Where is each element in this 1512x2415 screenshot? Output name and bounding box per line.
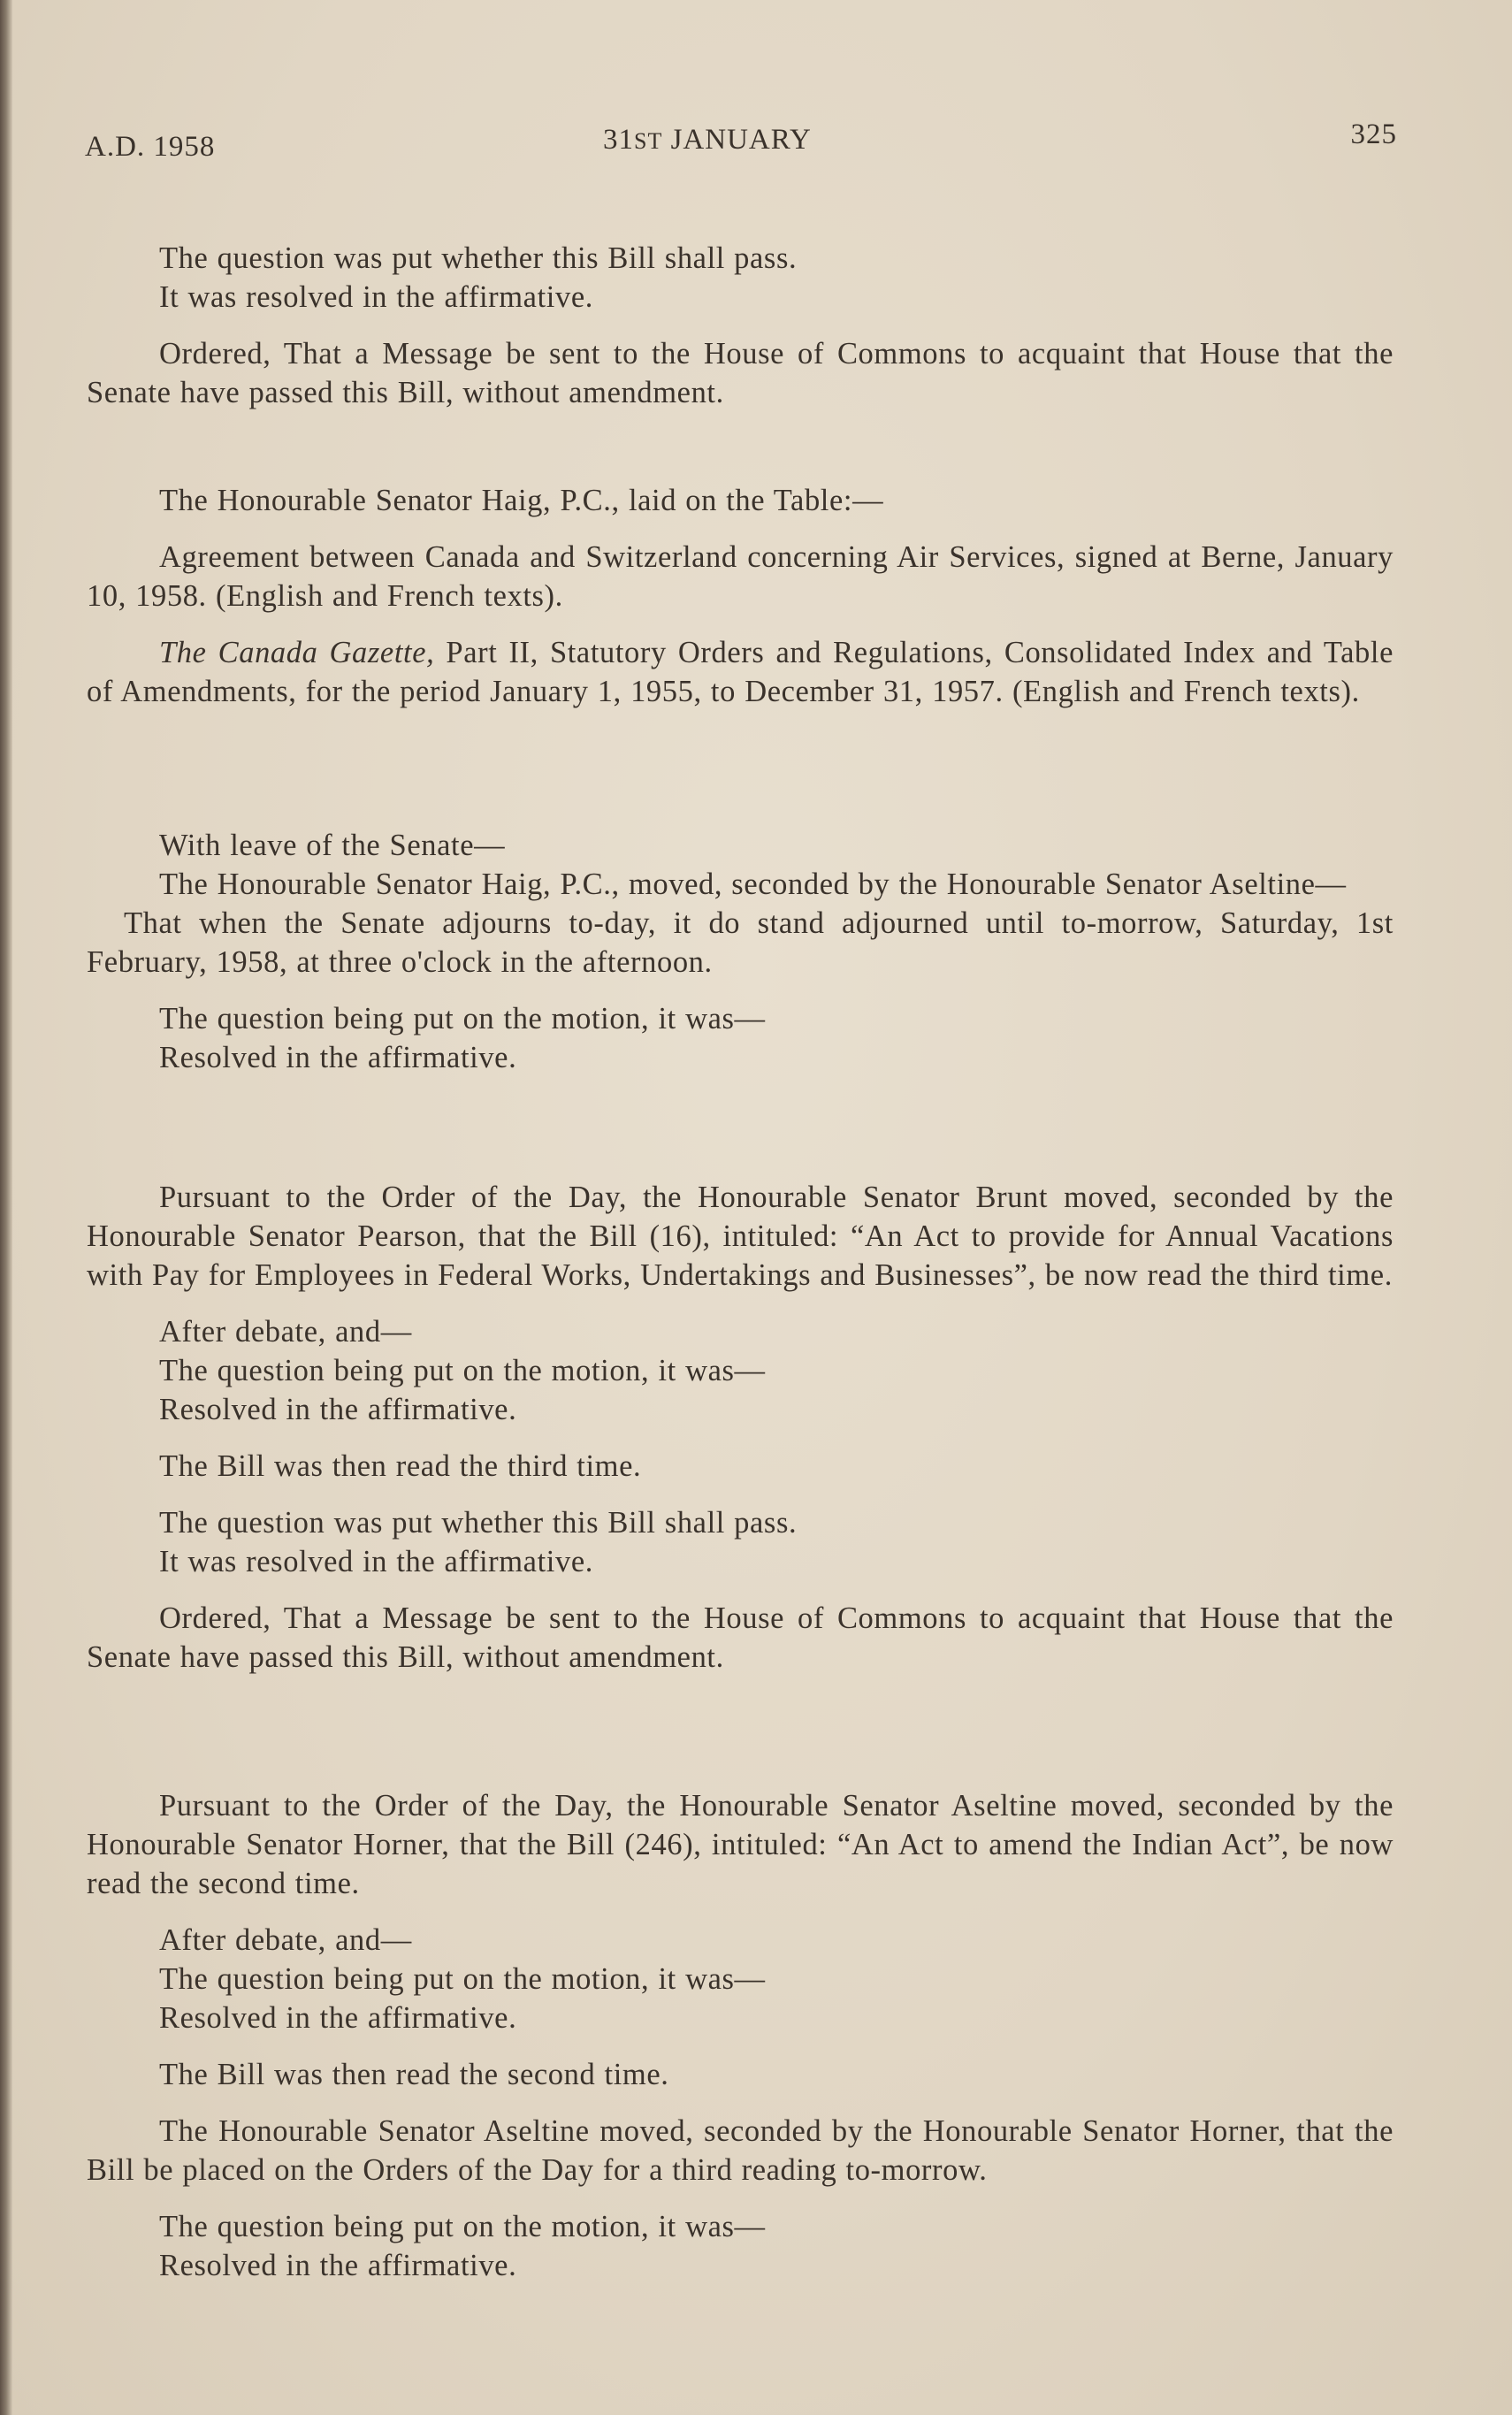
ordered-message-paragraph: Ordered, That a Message be sent to the House of Commons to acquaint that House that the Senate have passed this Bill, without amendment. [87,337,1394,409]
header-date-suffix: ST [634,128,663,154]
question-on-motion-line: The question being put on the motion, it was— [159,1962,766,1996]
running-header [85,118,1397,168]
page-number: 325 [1350,118,1397,150]
header-year: A.D. 1958 [85,131,216,163]
header-date-month: JANUARY [670,124,812,156]
haig-moved-paragraph: The Honourable Senator Haig, P.C., moved, seconded by the Honourable Senator Aseltine— [159,867,1347,901]
bill-16-pursuant-paragraph: Pursuant to the Order of the Day, the Honourable Senator Brunt moved, seconded by the Honourable Senator Pearson, that the Bill (16), intituled: “An Act to provide for Annual Vacations with Pay for Employees in Federal Works, Undertakings and Businesses”, be now read the third time. [87,1181,1394,1292]
resolved-affirmative-line: Resolved in the affirmative. [159,1393,517,1426]
resolved-affirmative-line: Resolved in the affirmative. [159,2001,517,2035]
third-reading-motion-paragraph: The Honourable Senator Aseltine moved, seconded by the Honourable Senator Horner, that the Bill be placed on the Orders of the Day for a third reading to-morrow. [87,2114,1394,2187]
page-binding-edge [0,0,12,2415]
header-date-day: 31 [603,124,634,156]
after-debate-line: After debate, and— [159,1315,412,1349]
laid-on-table-line: The Honourable Senator Haig, P.C., laid on the Table:— [159,484,884,517]
header-date [603,124,812,157]
leave-line: With leave of the Senate— [159,829,506,862]
resolved-affirmative-line: Resolved in the affirmative. [159,2249,517,2282]
adjournment-motion-block [87,826,1394,1077]
ordered-message-paragraph: Ordered, That a Message be sent to the House of Commons to acquaint that House that the Senate have passed this Bill, without amendment. [87,1601,1394,1674]
resolved-affirmative-line: Resolved in the affirmative. [159,1041,517,1074]
agreement-paragraph: Agreement between Canada and Switzerland concerning Air Services, signed at Berne, January 10, 1958. (English and French texts). [87,540,1394,613]
question-on-motion-line: The question being put on the motion, it was— [159,2210,766,2243]
question-on-motion-line: The question being put on the motion, it was— [159,1354,766,1387]
gazette-description: Part II, Statutory Orders and Regulations, Consolidated Index and Table of Amendments, for the period January 1, 1955, to December 31, 1957. (English and French texts). [87,636,1394,708]
bill-passage-block [87,239,1394,412]
gazette-paragraph [87,633,1394,711]
adjournment-motion-text: That when the Senate adjourns to-day, it do stand adjourned until to-morrow, Saturday, 1st February, 1958, at three o'clock in the afternoon. [87,906,1394,979]
bill-246-block [87,1786,1394,2285]
gazette-title: The Canada Gazette, [159,636,435,669]
after-debate-line: After debate, and— [159,1923,412,1957]
question-put-line: The question was put whether this Bill shall pass. [159,1506,798,1540]
third-reading-line: The Bill was then read the third time. [159,1449,642,1483]
second-reading-line: The Bill was then read the second time. [159,2058,669,2091]
question-on-motion-line: The question being put on the motion, it was— [159,1002,766,1036]
resolved-line: It was resolved in the affirmative. [159,1545,593,1578]
tabled-documents-block [87,481,1394,711]
resolved-line: It was resolved in the affirmative. [159,280,593,314]
question-put-line: The question was put whether this Bill shall pass. [159,241,798,275]
bill-246-pursuant-paragraph: Pursuant to the Order of the Day, the Honourable Senator Aseltine moved, seconded by the Honourable Senator Horner, that the Bill (246), intituled: “An Act to amend the Indian Act”, be now read the second time. [87,1789,1394,1900]
bill-16-block [87,1178,1394,1677]
